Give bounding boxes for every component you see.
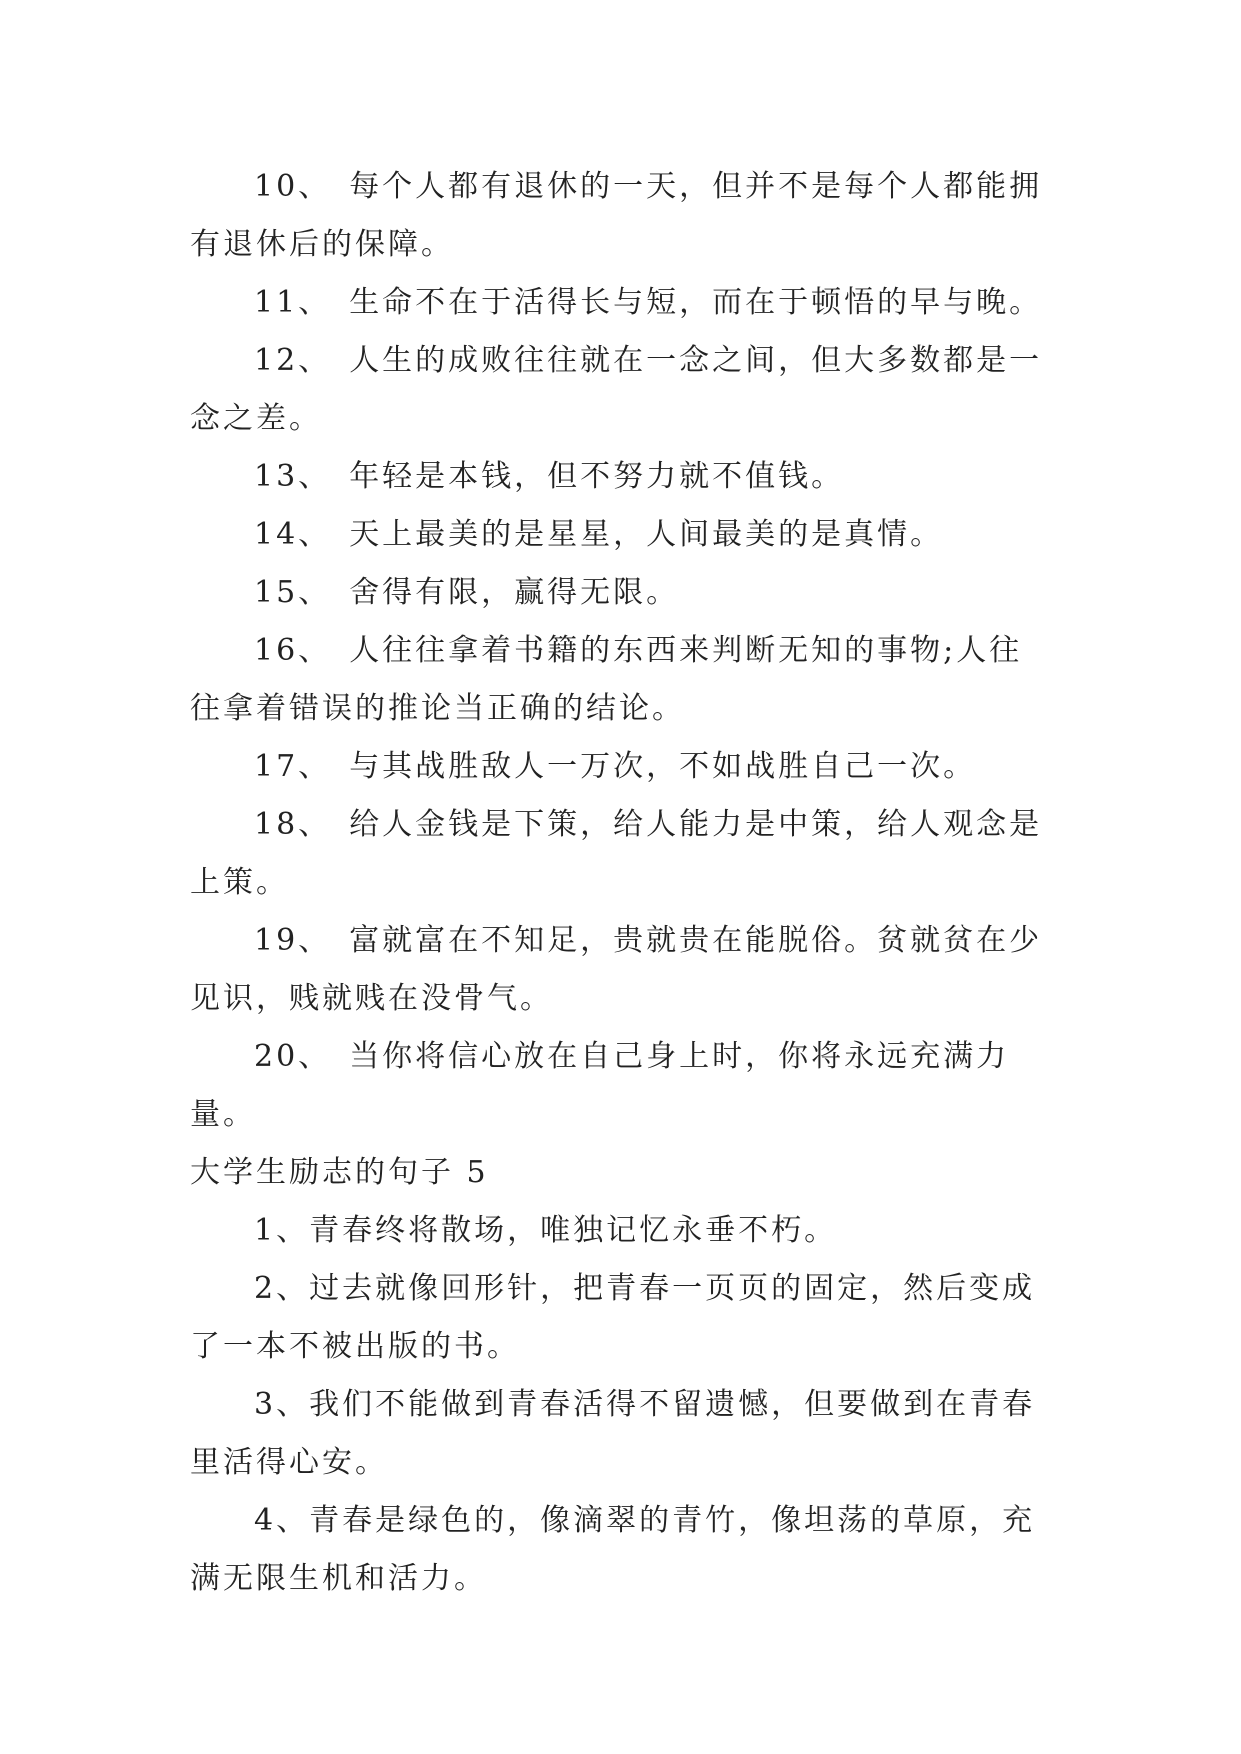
- item-number: 11、: [254, 285, 332, 320]
- item-text: 每个人都有退休的一天，但并不是每个人都能拥有退休后的保障。: [190, 169, 1043, 262]
- list-item: [190, 1028, 1050, 1144]
- item-number: 15、: [254, 575, 332, 610]
- list-item: [190, 912, 1050, 1028]
- list-item: [190, 622, 1050, 738]
- section-heading: 大学生励志的句子 5: [190, 1155, 489, 1190]
- list-item: [190, 738, 1050, 796]
- item-text: 年轻是本钱，但不努力就不值钱。: [349, 459, 845, 494]
- list-item: [190, 564, 1050, 622]
- item-number: 18、: [254, 807, 332, 842]
- list-item: [190, 274, 1050, 332]
- item-text: 生命不在于活得长与短，而在于顿悟的早与晚。: [349, 285, 1043, 320]
- item-number: 10、: [254, 169, 332, 204]
- item-number: 13、: [254, 459, 332, 494]
- item-text: 给人金钱是下策，给人能力是中策，给人观念是上策。: [190, 807, 1043, 900]
- item-text: 富就富在不知足，贵就贵在能脱俗。贫就贫在少见识，贱就贱在没骨气。: [190, 923, 1043, 1016]
- item-text: 当你将信心放在自己身上时，你将永远充满力量。: [190, 1039, 1010, 1132]
- list-item: 2、过去就像回形针，把青春一页页的固定，然后变成了一本不被出版的书。: [190, 1271, 1036, 1364]
- item-text: 人往往拿着书籍的东西来判断无知的事物;人往往拿着错误的推论当正确的结论。: [190, 633, 1023, 726]
- item-number: 12、: [254, 343, 332, 378]
- document-body: [190, 158, 1050, 1608]
- list-item: [190, 332, 1050, 448]
- list-item: [190, 158, 1050, 274]
- list-item: [190, 506, 1050, 564]
- item-text: 与其战胜敌人一万次，不如战胜自己一次。: [349, 749, 977, 784]
- item-text: 天上最美的是星星，人间最美的是真情。: [349, 517, 944, 552]
- item-number: 19、: [254, 923, 332, 958]
- list-item: 1、青春终将散场，唯独记忆永垂不朽。: [254, 1213, 838, 1248]
- list-item: [190, 448, 1050, 506]
- item-number: 20、: [254, 1039, 332, 1074]
- list-item: 3、我们不能做到青春活得不留遗憾，但要做到在青春里活得心安。: [190, 1387, 1036, 1480]
- item-text: 舍得有限，赢得无限。: [349, 575, 680, 610]
- list-item: [190, 796, 1050, 912]
- list-item: 4、青春是绿色的，像滴翠的青竹，像坦荡的草原，充满无限生机和活力。: [190, 1503, 1036, 1596]
- item-number: 17、: [254, 749, 332, 784]
- item-number: 16、: [254, 633, 332, 668]
- item-text: 人生的成败往往就在一念之间，但大多数都是一念之差。: [190, 343, 1043, 436]
- item-number: 14、: [254, 517, 332, 552]
